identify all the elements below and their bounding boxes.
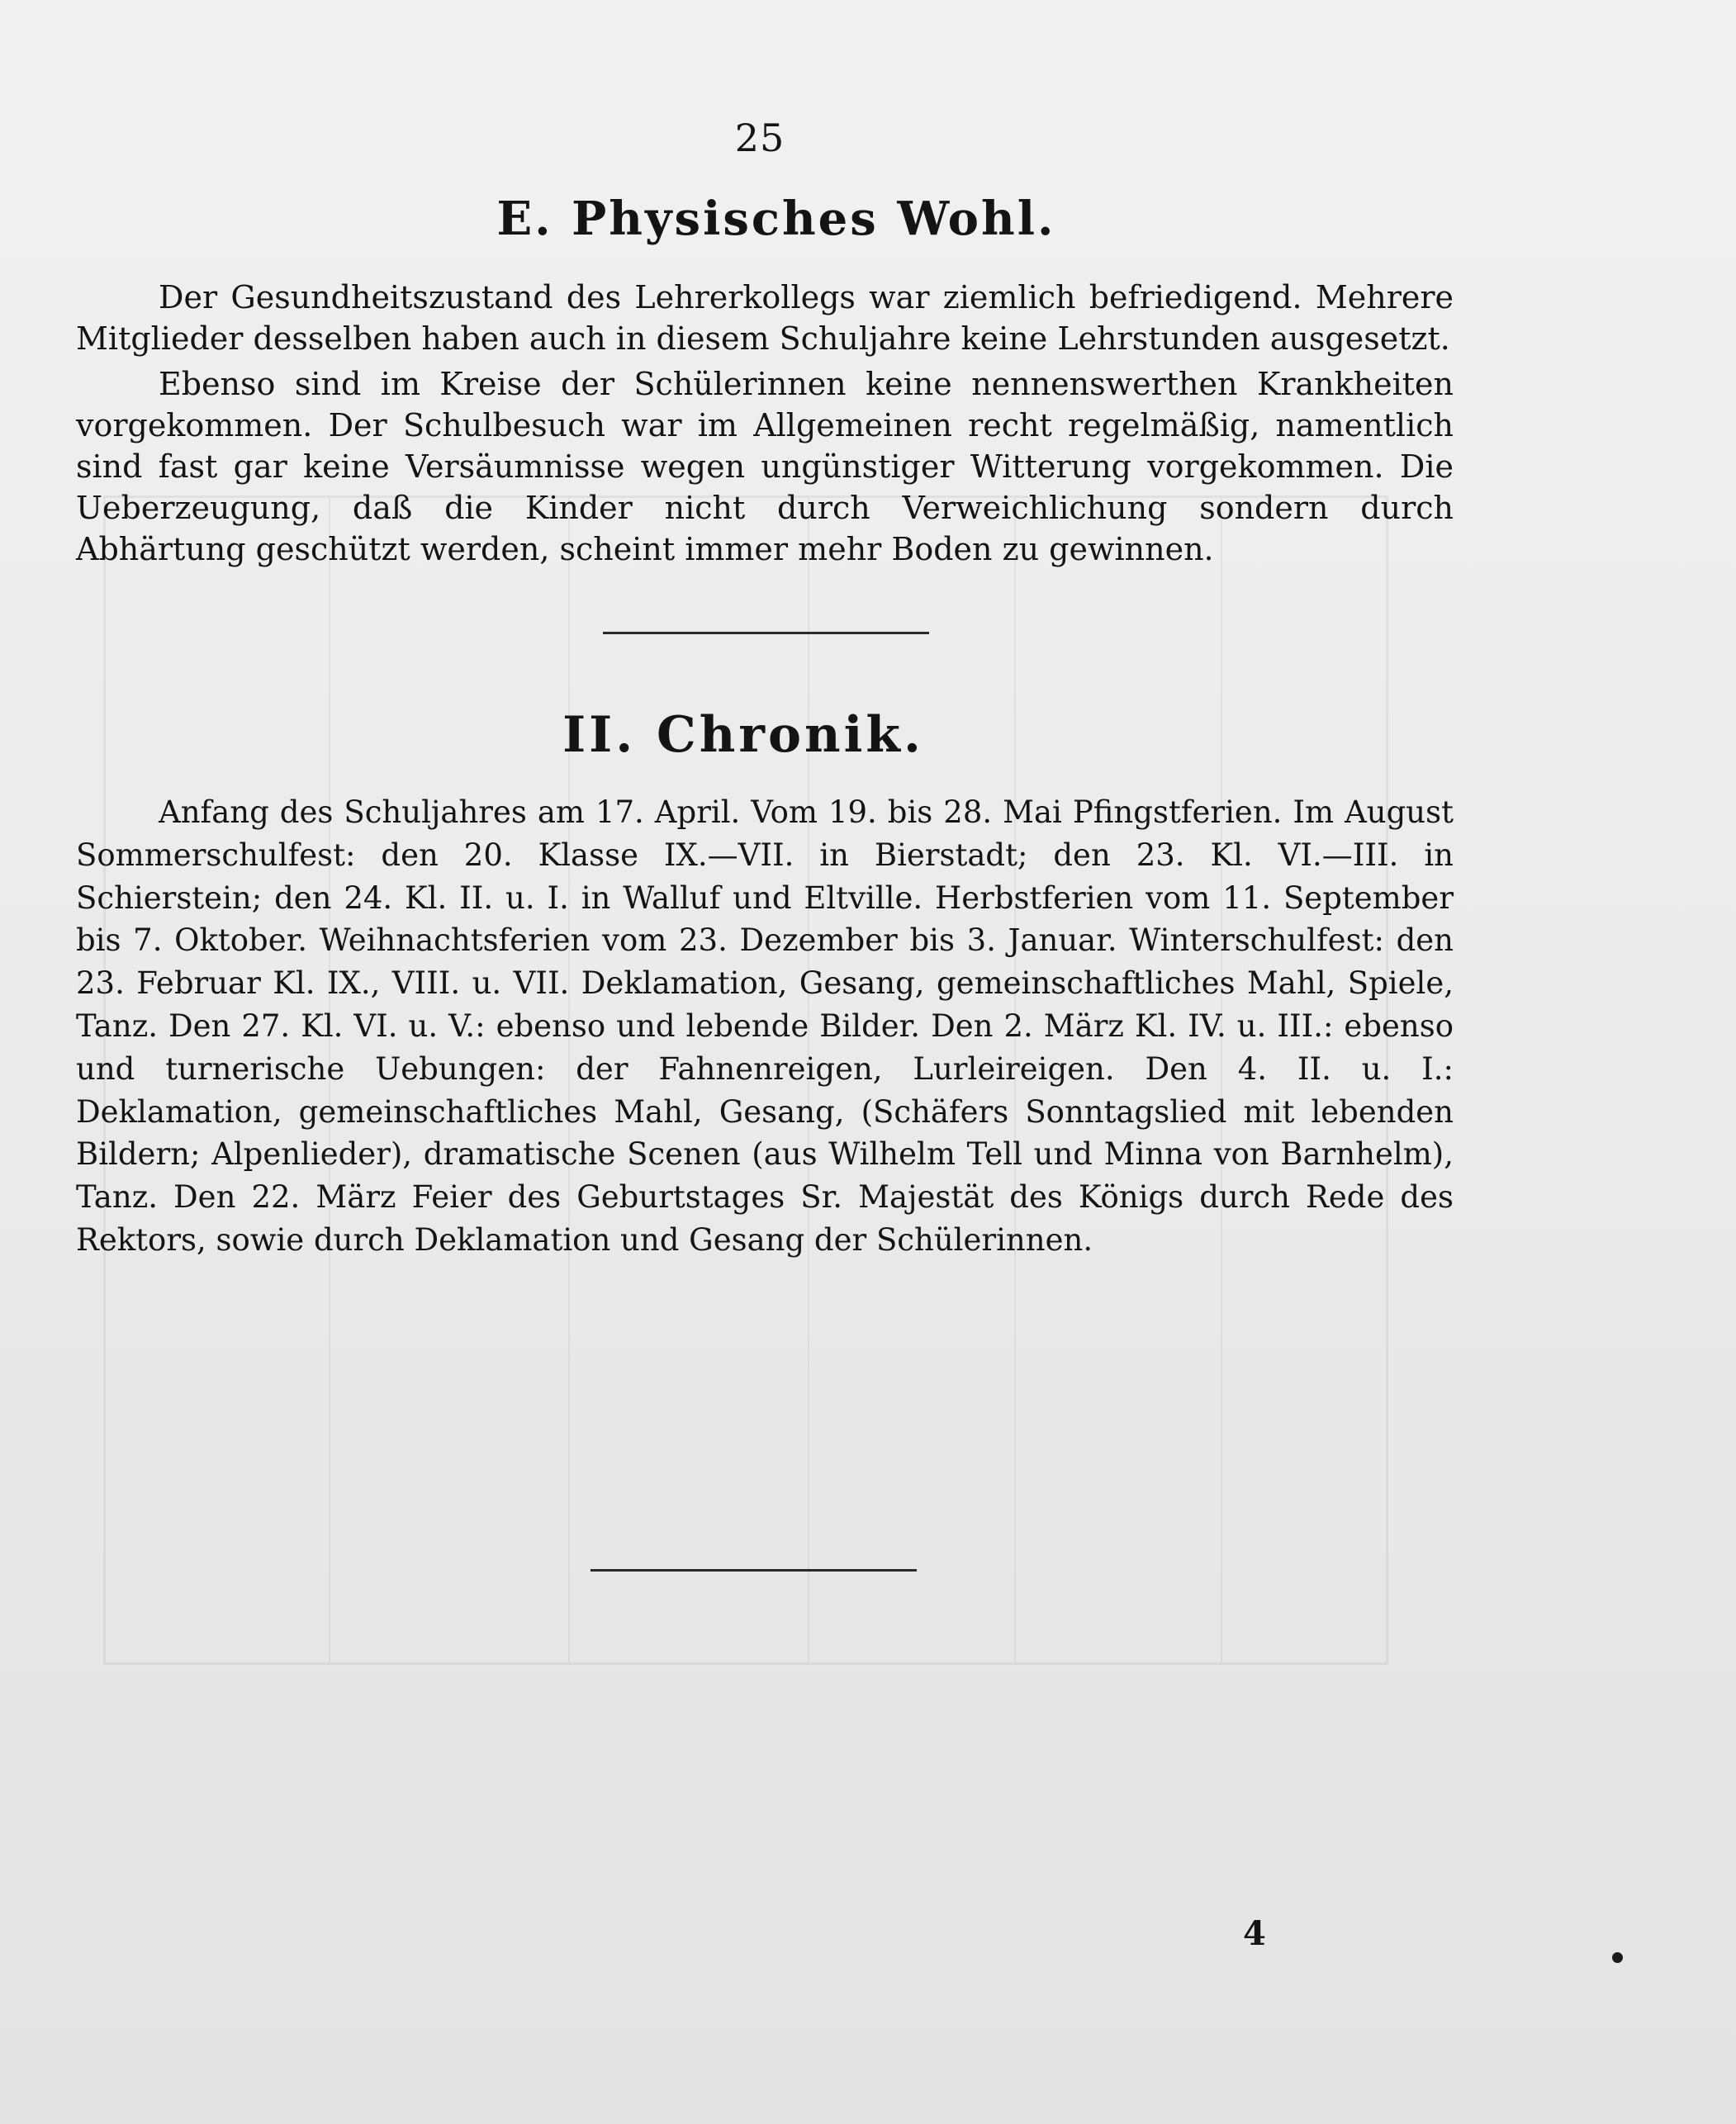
- signature-mark: 4: [1243, 1914, 1266, 1953]
- ink-dot: [1612, 1952, 1623, 1963]
- section-heading-chronik: II. Chronik.: [562, 706, 924, 764]
- page-number: 25: [734, 116, 785, 160]
- paragraph-gesundheitszustand: Der Gesundheitszustand des Lehrerkollegs war ziemlich befriedigend. Mehrere Mitglieder desselben haben auch in diesem Schuljahre keine Lehrstunden ausgesetzt.: [76, 279, 1454, 357]
- paragraph-schuelerinnen: Ebenso sind im Kreise der Schülerinnen keine nennenswerthen Krankheiten vorgekommen. Der Schulbesuch war im Allgemeinen recht regelmäßig, namentlich sind fast gar keine Versäumnisse wegen ungünstiger Witterung vorgekommen. Die Ueberzeugung, daß die Kinder nicht durch Verweichlichung sondern durch Abhärtung geschützt werden, scheint immer mehr Boden zu gewinnen.: [76, 366, 1454, 567]
- section-divider: [603, 632, 929, 634]
- paragraph-chronik: Anfang des Schuljahres am 17. April. Vom 19. bis 28. Mai Pfingstferien. Im August Sommerschulfest: den 20. Klasse IX.—VII. in Bierstadt; den 23. Kl. VI.—III. in Schierstein; den 24. Kl. II. u. I. in Walluf und Eltville. Herbstferien vom 11. September bis 7. Oktober. Weihnachtsferien vom 23. Dezember bis 3. Januar. Winterschulfest: den 23. Februar Kl. IX., VIII. u. VII. Deklamation, Gesang, gemeinschaftliches Mahl, Spiele, Tanz. Den 27. Kl. VI. u. V.: ebenso und lebende Bilder. Den 2. März Kl. IV. u. III.: ebenso und turnerische Uebungen: der Fahnenreigen, Lurleireigen. Den 4. II. u. I.: Deklamation, gemeinschaftliches Mahl, Gesang, (Schäfers Sonntagslied mit lebenden Bildern; Alpenlieder), dramatische Scenen (aus Wilhelm Tell und Minna von Barnhelm), Tanz. Den 22. März Feier des Geburtstages Sr. Majestät des Königs durch Rede des Rektors, sowie durch Deklamation und Gesang der Schülerinnen.: [76, 794, 1454, 1258]
- section-heading-physisches-wohl: E. Physisches Wohl.: [496, 192, 1056, 246]
- end-divider: [591, 1569, 917, 1572]
